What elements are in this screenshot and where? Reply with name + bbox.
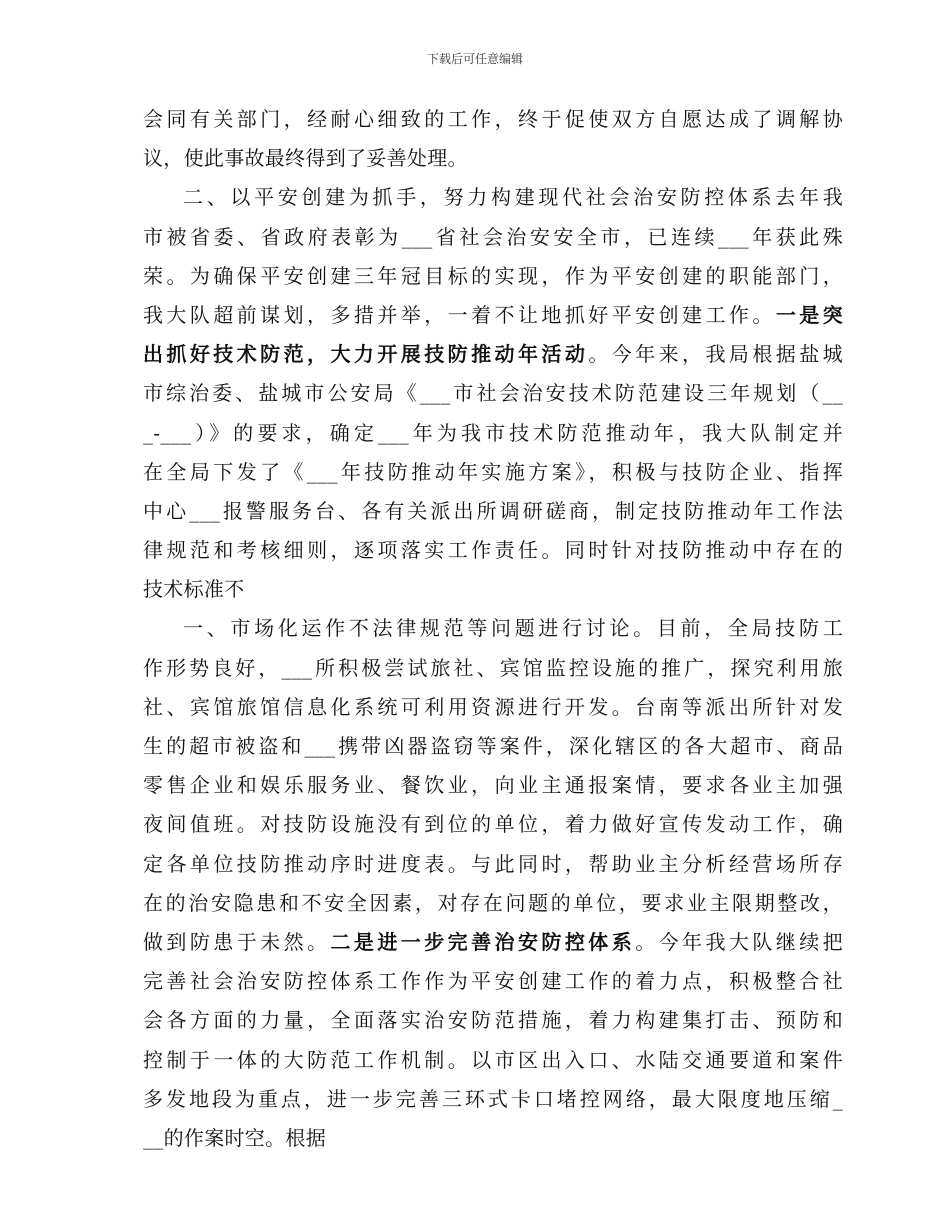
text-line-4: 市被省委、省政府表彰为___省社会治安安全市，已连续___年获此殊 [143,224,843,249]
text-line-8: 市综治委、盐城市公安局《___市社会治安技术防范建设三年规划（__ [143,381,843,406]
text-line-22: 做到防患于未然。二是进一步完善治安防控体系。今年我大队继续把 [143,929,843,954]
text-line-12: 律规范和考核细则，逐项落实工作责任。同时针对技防推动中存在的 [143,538,843,563]
text-line-3: 二、以平安创建为抓手，努力构建现代社会治安防控体系去年我 [183,185,843,210]
text-line-17: 生的超市被盗和___携带凶器盗窃等案件，深化辖区的各大超市、商品 [143,734,843,758]
text-line-11: 中心___报警服务台、各有关派出所调研磋商，制定技防推动年工作法 [143,498,843,523]
text-line-20: 定各单位技防推动序时进度表。与此同时，帮助业主分析经营场所存 [143,851,843,876]
text-line-19: 夜间值班。对技防设施没有到位的单位，着力做好宣传发动工作，确 [143,812,843,837]
text-line-15: 作形势良好，___所积极尝试旅社、宾馆监控设施的推广，探究利用旅 [143,655,843,680]
text-line-14: 一、市场化运作不法律规范等问题进行讨论。目前，全局技防工 [183,616,843,641]
bold-heading-1b: 出抓好技术防范，大力开展技防推动年活动 [143,342,589,367]
text-line-10: 在全局下发了《___年技防推动年实施方案》，积极与技防企业、指挥 [143,459,843,484]
text-line-21: 在的治安隐患和不安全因素，对存在问题的单位，要求业主限期整改， [143,890,843,915]
text-line-25: 控制于一体的大防范工作机制。以市区出入口、水陆交通要道和案件 [143,1047,843,1072]
text-line-7: 出抓好技术防范，大力开展技防推动年活动。今年来，我局根据盐城 [143,342,843,367]
text-line-1: 会同有关部门，经耐心细致的工作，终于促使双方自愿达成了调解协 [143,107,843,131]
text-line-6: 我大队超前谋划，多措并举，一着不让地抓好平安创建工作。一是突 [143,302,843,327]
text-line-5: 荣。为确保平安创建三年冠目标的实现，作为平安创建的职能部门， [143,263,843,288]
text-line-23: 完善社会治安防控体系工作作为平安创建工作的着力点，积极整合社 [143,969,843,994]
text-line-9: _-___）》的要求，确定___年为我市技术防范推动年，我大队制定并 [143,420,843,445]
page-header: 下载后可任意编辑 [426,52,523,66]
text-line-13: 技术标准不 [143,577,245,602]
bold-heading-1a: 一是突 [775,302,843,327]
text-line-16: 社、宾馆旅馆信息化系统可利用资源进行开发。台南等派出所针对发 [143,694,843,719]
text-line-2: 议，使此事故最终得到了妥善处理。 [143,146,468,171]
text-line-24: 会各方面的力量，全面落实治安防范措施，着力构建集打击、预防和 [143,1008,843,1033]
bold-heading-2: 二是进一步完善治安防控体系 [330,929,636,954]
document-body [143,100,843,1158]
text-line-18: 零售企业和娱乐服务业、餐饮业，向业主通报案情，要求各业主加强 [143,773,843,798]
text-line-27: __的作案时空。根据 [143,1125,326,1150]
text-line-26: 多发地段为重点，进一步完善三环式卡口堵控网络，最大限度地压缩_ [143,1086,843,1111]
